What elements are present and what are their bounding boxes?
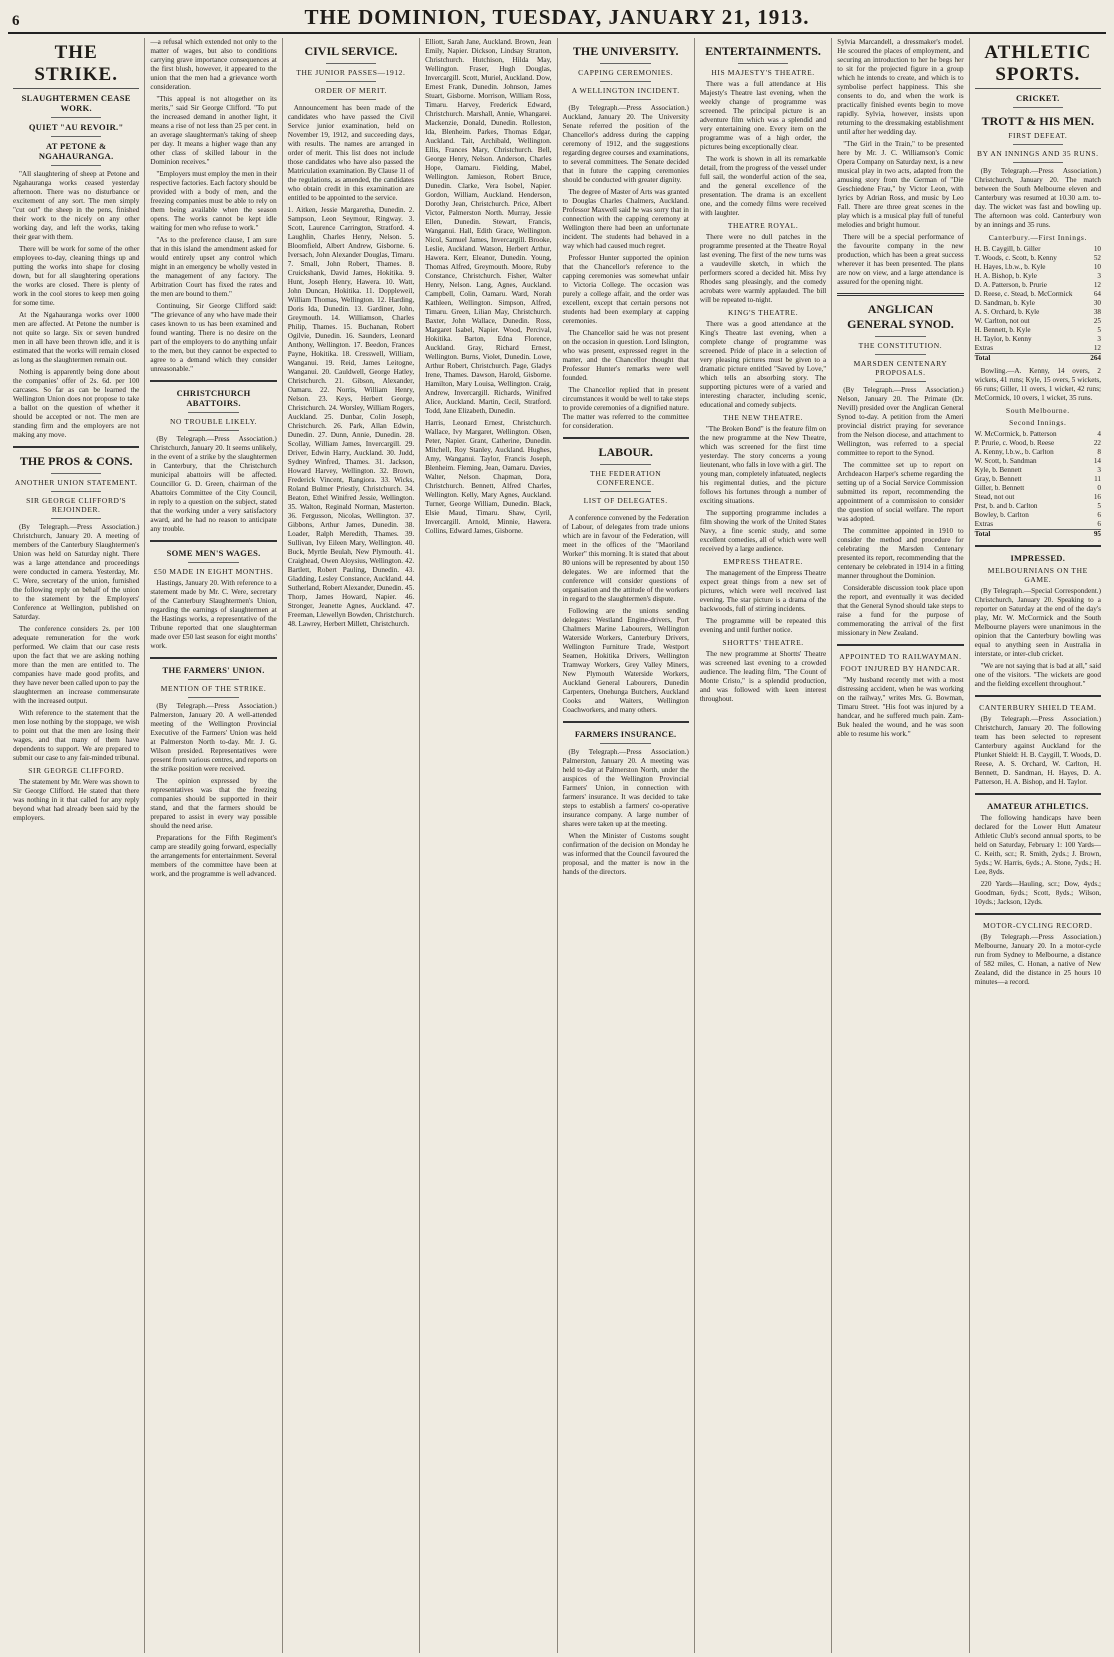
- section-heading: THE PROS & CONS.: [19, 454, 133, 468]
- batsman-name: Extras: [974, 520, 993, 528]
- subhead: APPOINTED TO RAILWAYMAN.: [839, 652, 962, 661]
- batsman-name: D. Sandman, b. Kyle: [974, 299, 1035, 307]
- article-paragraph: The supporting programme includes a film showing the work of the United States Navy, a fine scenic study, and some excellent comedies, all of which were well received by a large audience.: [699, 509, 827, 553]
- article-paragraph: There will be a special performance of the favourite company in the new production, which has been a great success wherever it has been presented. The plans are now on view, and a large attendance is assured for the opening night.: [837, 233, 964, 286]
- article-paragraph: (By Telegraph.—Press Association.) Christchurch, January 20. The following team has been selected to represent Canterbury against Auckland for the Plunket Shield: H. B. Caygill, T. Woods, D. Reese, A. S. Orchard, W. Carlton, H. Bennett, D. Sandman, H. Hayes, D. A. Patterson, H. A. Bishop, and H. Taylor.: [974, 715, 1101, 786]
- runs: 3: [1097, 466, 1101, 474]
- column-5: [558, 38, 695, 1653]
- subhead: A WELLINGTON INCIDENT.: [571, 86, 680, 95]
- score-row: [975, 245, 1101, 254]
- article-paragraph: The degree of Master of Arts was granted to Douglas Charles Chalmers, Auckland. Professor Maxwell said he was sorry that in connection with the capping ceremony at Wellington there had been an unfortunate incident. The students had behaved in a way which had caused much regret.: [562, 188, 689, 250]
- subhead: HIS MAJESTY'S THEATRE.: [711, 68, 815, 77]
- column-2: [145, 38, 282, 1653]
- runs: 30: [1093, 299, 1101, 307]
- score-row: [975, 466, 1101, 475]
- batsman-name: H. A. Bishop, b. Kyle: [974, 272, 1037, 280]
- section-heading: CIVIL SERVICE.: [304, 44, 398, 58]
- runs: 5: [1097, 502, 1101, 510]
- score-row: [975, 308, 1101, 317]
- article-paragraph: The new programme at Shortts' Theatre was screened last evening to a crowded audience. The leading film, "The Count of Monte Cristo," is a splendid production, and was followed with keen interest throughout.: [699, 650, 827, 703]
- runs: 3: [1097, 335, 1101, 343]
- article-paragraph: At the Ngahauranga works over 1000 men are affected. At Petone the number is not quite so large. Six or seven hundred men in all have been thrown idle, and it is estimated that the works will remain closed as long as the slaughtermen remain out.: [13, 311, 140, 364]
- score-row: [975, 511, 1101, 520]
- article-paragraph: The work is shown in all its remarkable detail, from the progress of the vessel under full sail, the wonderful action of the sea, and the general excellence of the presentation. The drama is an excellent one, and the comedy films were received with laughter.: [699, 155, 827, 217]
- article-paragraph: The committee appointed in 1910 to consider the method and procedure for celebrating the Marsden Centenary presented its report, recommending that the centenary be celebrated in 1914 in a fitting manner throughout the Dominion.: [837, 527, 964, 580]
- article-paragraph: The following handicaps have been declared for the Lower Hutt Amateur Athletic Club's second annual sports, to be held on Saturday, February 1: 100 Yards—C. Keith, scr.; R. Smith, 2yds.; J. Brown, 5yds.; W. Harris, 6yds.; A. Stone, 7yds.; H. Lee, 8yds.: [974, 814, 1101, 876]
- subhead: CRICKET.: [1016, 93, 1060, 103]
- batsman-name: P. Prurie, c. Wood, b. Reese: [974, 439, 1055, 447]
- runs: 10: [1093, 245, 1101, 253]
- batsman-name: Bowley, b. Carlton: [974, 511, 1029, 519]
- article-paragraph: The management of the Empress Theatre expect great things from a new set of pictures, which were well received last evening. The star picture is a drama of the backwoods, full of stirring incidents.: [699, 569, 827, 613]
- headline-athletic-sports: ATHLETIC SPORTS.: [975, 42, 1101, 89]
- subhead: CAPPING CEREMONIES.: [578, 68, 674, 77]
- section-heading: SOME MEN'S WAGES.: [166, 548, 261, 558]
- article-paragraph: (By Telegraph.—Press Association.) Christchurch, January 20. It seems unlikely, in the event of a strike by the slaughtermen in Canterbury, that the Christchurch municipal abattoirs will be affected. Councillor G. D. Green, chairman of the Abattoirs Committee of the City Council, in reply to a question on the subject, stated that the working under a very satisfactory award, and he had no reason to anticipate any trouble.: [150, 435, 277, 533]
- article-paragraph: Nothing is apparently being done about the companies' offer of 2s. 6d. per 100 carcases. So far as can be learned the Wellington Union does not propose to take a ballot on the question of whether it should be accepted or not. The men are standing firm and the employers are not making any move.: [13, 368, 140, 439]
- runs: 25: [1093, 317, 1101, 325]
- subhead: THE CONSTITUTION.: [858, 341, 943, 350]
- article-paragraph: (By Telegraph.—Press Association.) Nelson, January 20. The Primate (Dr. Nevill) presided over the Anglican General Synod to-day. A petition from the Ameri provincial district praying for severance from the Nelson diocese, and attachment to Wellington, was referred to a special committee to report to the Synod.: [837, 386, 964, 457]
- section-heading: ANGLICAN GENERAL SYNOD.: [847, 302, 954, 331]
- article-paragraph: (By Telegraph.—Press Association.) Palmerston, January 20. A well-attended meeting of the Wellington Provincial Executive of the Farmers' Union was held at Palmerston North to-day. Mr. J. G. Wilson presided. Representatives were present from various centres, and reports on the strike position were received.: [150, 702, 277, 773]
- scorecard-south-melbourne: [975, 430, 1101, 539]
- table-subtitle: Second Innings.: [1009, 418, 1067, 427]
- article-paragraph: (By Telegraph.—Press Association.) Christchurch, January 20. The match between the South Melbourne eleven and Canterbury was resumed at 10.30 a.m. to-day. The wicket was fast and bowling up. The afternoon was cold. Canterbury won by an innings and 35 runs.: [974, 167, 1101, 229]
- article-paragraph: When the Minister of Customs sought confirmation of the decision on Monday he was informed that the Council favoured the proposal, and the matter is now in the hands of the directors.: [562, 832, 689, 876]
- subhead: THE JUNIOR PASSES—1912.: [296, 68, 406, 77]
- section-heading: AMATEUR ATHLETICS.: [987, 801, 1089, 811]
- article-paragraph: The Chancellor said he was not present on the occasion in question. Lord Islington, who was present, expressed regret in the matter, and the Chancellor thought that Professor Hunter's remarks were well founded.: [562, 329, 689, 382]
- article-paragraph: "Employers must employ the men in their respective factories. Each factory should be provided with a body of men, and the freezing companies must be able to rely on them being available when the season opens. The works cannot be kept idle waiting for men who refuse to work.": [150, 170, 277, 232]
- total-row: [975, 354, 1101, 364]
- article-paragraph: "The Broken Bond" is the feature film on the new programme at the New Theatre, which was screened for the first time yesterday. The story concerns a young lieutenant, who falls in love with a girl. The young man, completely infatuated, neglects his regimental duties, and the picture follows his fortunes through a number of exciting situations.: [699, 425, 827, 505]
- article-paragraph: The conference considers 2s. per 100 adequate remuneration for the work performed. We claim that our case rests upon the fact that we are asking nothing more than the men are entitled to. The companies have made good profits, and they have never been called upon to pay the slaughtermen an increase commensurate with the increased output.: [13, 625, 140, 705]
- section-heading: TROTT & HIS MEN.: [981, 114, 1095, 128]
- subhead: SIR GEORGE CLIFFORD.: [28, 766, 125, 775]
- article-paragraph: Sylvia Marcandell, a dressmaker's model. He scoured the places of employment, and securing an introduction to her he begs her to sit for the projected figure in a group which he intends to create, and which is to symbolise perfect happiness. This she consents to do, and when the work is practically finished events begin to move rapidly. Sylvia, however, insists upon returning to the dressmaking establishment until after her wedding day.: [837, 38, 964, 136]
- batsman-name: D. A. Patterson, b. Prurie: [974, 281, 1047, 289]
- newspaper-title: THE DOMINION, TUESDAY, JANUARY 21, 1913.: [304, 5, 810, 29]
- score-row: [975, 439, 1101, 448]
- subhead: BY AN INNINGS AND 35 RUNS.: [977, 149, 1099, 158]
- runs: 14: [1093, 457, 1101, 465]
- columns: [8, 38, 1106, 1653]
- scorecard-canterbury: [975, 245, 1101, 363]
- article-paragraph: (By Telegraph.—Press Association.) Christchurch, January 20. A meeting of members of the Canterbury Slaughtermen's Union was held on Saturday night. There was a large attendance and proceedings were conducted in camera. Yesterday, Mr. C. Were, secretary of the union, furnished the following reply on behalf of the union to the statement by the Employers' Conference at Wellington, published on Saturday.: [13, 523, 140, 621]
- batsman-name: Giller, b. Bennett: [974, 484, 1025, 492]
- article-paragraph: There were no dull patches in the programme presented at the Theatre Royal last evening. The first of the new turns was a vaudeville sketch, in which the performers scored a decided hit. Miss Ivy Rhodes sang pleasingly, and the comedy acrobats were warmly applauded. The bill will be repeated to-night.: [699, 233, 827, 304]
- article-paragraph: "We are not saying that is bad at all," said one of the visitors. "The wickets are good and the fielding excellent throughout.": [974, 662, 1101, 688]
- table-title: Canterbury.—First Innings.: [988, 233, 1087, 242]
- runs: 5: [1097, 326, 1101, 334]
- runs: 16: [1093, 493, 1101, 501]
- score-row: [975, 520, 1101, 530]
- score-row: [975, 254, 1101, 263]
- score-row: [975, 299, 1101, 308]
- runs: 38: [1093, 308, 1101, 316]
- subhead: THE FEDERATION CONFERENCE.: [590, 469, 662, 487]
- article-paragraph: There was a good attendance at the King's Theatre last evening, when a complete change of programme was screened. Pride of place in a selection of very pleasing pictures must be given to a dramatic picture entitled "Saved by Love," which tells an absorbing story. The supporting pictures were of a varied and interesting character, including scenic, educational and comedy subjects.: [699, 320, 827, 409]
- bowling-note: Bowling.—A. Kenny, 14 overs, 2 wickets, 41 runs; Kyle, 15 overs, 5 wickets, 66 runs; Giller, 11 overs, 1 wicket, 42 runs; McCormick, 10 overs, 1 wicket, 35 runs.: [974, 367, 1101, 402]
- batsman-name: A. Kenny, l.b.w., b. Carlton: [974, 448, 1054, 456]
- column-3: [283, 38, 420, 1653]
- article-paragraph: Announcement has been made of the candidates who have passed the Civil Service junior examination, held on November 19, 1912, and succeeding days, with results. The names are arranged in order of merit. This list does not include those candidates who have also passed the Matriculation examination. By Clause 11 of the regulations, as amended, the candidates who obtain credit in this examination are entitled to be appointed to the service.: [287, 104, 415, 202]
- batsman-name: T. Woods, c. Scott, b. Kenny: [974, 254, 1057, 262]
- subhead: ANOTHER UNION STATEMENT.: [14, 478, 138, 487]
- total-runs: 264: [1077, 354, 1101, 364]
- section-heading: CHRISTCHURCH ABATTOIRS.: [176, 388, 251, 408]
- score-row: [975, 272, 1101, 281]
- article-paragraph: "My husband recently met with a most distressing accident, when he was working on the railway," writes Mrs. G. Bowman, Timaru Street. "His foot was injured by a handcar, and he suffered much pain. Zam-Buk healed the wound, and he was soon able to resume his work.": [837, 676, 964, 738]
- section-heading: THE FARMERS' UNION.: [162, 665, 265, 675]
- batsman-name: Stead, not out: [974, 493, 1015, 501]
- page-number: 6: [12, 13, 20, 29]
- runs: 22: [1093, 439, 1101, 447]
- score-row: [975, 502, 1101, 511]
- article-paragraph: The Chancellor replied that in present circumstances it would be well to take steps to provide ceremonies of a dignified nature. The matter was referred to the committee for consideration.: [562, 386, 689, 430]
- batsman-name: W. Carlton, not out: [974, 317, 1030, 325]
- total-label: Total: [975, 530, 1077, 540]
- article-paragraph: Continuing, Sir George Clifford said: "The grievance of any who have made their cases known to us has been examined and found wanting. There is no desire on the part of the employers to do anything unfair to the men, but they cannot be expected to agree to a demand which they consider unreasonable.": [150, 302, 277, 373]
- table-title: South Melbourne.: [1005, 406, 1070, 415]
- article-paragraph: "This appeal is not altogether on its merits," said Sir George Clifford. "To put the increased demand in another light, it means a rise of not less than 25 per cent. in an average slaughterman's taking of sheep per day. It means a higher wage than any other class of skilled labour in the Dominion receives.": [150, 95, 277, 166]
- runs: 6: [1097, 520, 1101, 528]
- section-heading: MOTOR-CYCLING RECORD.: [983, 921, 1093, 930]
- score-row: [975, 335, 1101, 344]
- article-paragraph: Following are the unions sending delegates: Westland Engine-drivers, Port Chalmers Marine Labourers, Wellington Waterside Workers, Canterbury Drivers, Wellington Furniture Trade, Westport Seamen, Hokitika Drivers, Wellington Tramway Workers, Grey Valley Miners, New Plymouth Waterside Workers, Auckland General Labourers, Dunedin Carpenters, Onehunga Butchers, Auckland Cooks and Waiters, Wellington Coachworkers, and many others.: [562, 607, 689, 714]
- score-row: [975, 448, 1101, 457]
- article-paragraph: The opinion expressed by the representatives was that the freezing companies should be supported in their stand, and that the farmers should be prepared to assist in every way possible should the need arise.: [150, 777, 277, 830]
- article-paragraph: Considerable discussion took place upon the report, and eventually it was decided that the General Synod should take steps to raise a fund for the purpose of commemorating the arrival of the first missionary in New Zealand.: [837, 584, 964, 637]
- masthead: [8, 4, 1106, 34]
- article-paragraph: Preparations for the Fifth Regiment's camp are steadily going forward, especially the arrangements for entertainment. Several members of the committee have been at work, and the programme is well advanced.: [150, 834, 277, 878]
- runs: 12: [1093, 281, 1101, 289]
- batsman-name: D. Reese, c. Stead, b. McCormick: [974, 290, 1073, 298]
- article-paragraph: (By Telegraph.—Press Association.) Melbourne, January 20. In a motor-cycle run from Sydney to Melbourne, a distance of 582 miles, C. Honan, a native of New Zealand, did the distance in 25 hours 10 minutes—a record.: [974, 933, 1101, 986]
- total-row: [975, 530, 1101, 540]
- batsman-name: W. Scott, b. Sandman: [974, 457, 1037, 465]
- headline-strike: THE STRIKE.: [13, 42, 139, 89]
- subhead: AT PETONE & NGAHAURANGA.: [38, 141, 114, 161]
- subhead: KING'S THEATRE.: [727, 308, 799, 317]
- subhead: FOOT INJURED BY HANDCAR.: [840, 664, 961, 673]
- total-label: Total: [975, 354, 1077, 364]
- article-paragraph: (By Telegraph.—Press Association.) Palmerston, January 20. A meeting was held to-day at Palmerston North, under the auspices of the Wellington Provincial Farmers' Union, in connection with farmers' insurance. It was decided to take steps to establish a farmers' co-operative insurance company. A large number of shares were taken up at the meeting.: [562, 748, 689, 828]
- name-list: 1. Aitken, Jessie Margaretha, Dunedin. 2. Sampson, Leon Seymour, Ringway. 3. Scott, Laurence Carrington, Stratford. 4. Laughlin, Charles Henry, Nelson. 5. Bloomfield, Albert Andrew, Gisborne. 6. Iversach, John Alexander Douglas, Timaru. 7. Small, John Robert, Thames. 8. Cruickshank, David James, Hokitika. 9. Hunt, Joseph Henry, Hawera. 10. Watt, John Duncan, Hokitika. 11. Doppleweil, William Thomas, Wellington. 12. Harding, Doris Ida, Dunedin. 13. Gardiner, John, Greymouth. 14. Williamson, Charles Philip, Thames. 15. Buchanan, Robert Ogilvie, Dunedin. 16. Saunders, Leonard Anthony, Wellington. 17. Beedon, Frances Payne, Hokitika. 18. Cresswell, William, Wanganui. 19. Reid, James Leitogne, Wanganui. 20. Cauldwell, George Hatley, Christchurch. 21. Gibson, Alexander, Oamaru. 22. Norris, William Henry, Nelson. 23. Keys, Herbert George, Christchurch. 24. Worsley, William Rogers, Auckland. 25. Dunbar, Colin Joseph, Christchurch. 26. Park, Allan Edwin, Dunedin. 27. Dunn, Annie, Dunedin. 28. Scollay, William James, Invercargill. 29. Driver, Edwin Harry, Auckland. 30. Judd, Sydney Winfred, Thames. 31. Jackson, Howard Harvey, Wellington. 32. Brown, Frederick Vincent, Rangiora. 33. Wicks, Roland Bulmer Priestly, Christchurch. 34. Beaton, Ethel Winifred Jessie, Wellington. 35. Walton, Reginald Norman, Masterton. 36. Fergusson, Nicolas, Wellington. 37. Gibbons, Arthur James, Dunedin. 38. Loader, Ralph Meredith, Thames. 39. Sullivan, Ivy Eileen Mary, Wellington. 40. Buck, Myrtle Beulah, New Plymouth. 41. Craighead, Owen Aloysius, Wellington. 42. Bartlett, Robert Pauling, Dunedin. 43. Gladding, Lesley Constance, Auckland. 44. Sutherland, Robert Alexander, Dunedin. 45. Thorp, James Howard, Napier. 46. Stronger, Jeanette Agnes, Auckland. 47. Freeman, Llewellyn Bowden, Christchurch. 48. Lawrey, Herbert Millett, Christchurch.: [287, 206, 415, 628]
- batsman-name: Gray, b. Bennett: [974, 475, 1022, 483]
- article-paragraph: (By Telegraph.—Special Correspondent.) Christchurch, January 20. Speaking to a reporter on Saturday at the end of the day's play, Mr. W. McCormick and the South Melbourne players were unanimous in the opinion that the Canterbury bowling was equal to anything seen in Australia in interstate, or inter-club cricket.: [974, 587, 1101, 658]
- article-paragraph: 220 Yards—Hauling, scr.; Dow, 4yds.; Goodman, 6yds.; Scott, 8yds.; Wilson, 10yds.; Jackson, 12yds.: [974, 880, 1101, 906]
- name-list: Harris, Leonard Ernest, Christchurch. Wallace, Ivy Margaret, Wellington. Olsen, Peter, Napier. Grant, Catherine, Dunedin. Mitchell, Roy Stanley, Auckland. Hughes, Amy, Wanganui. Taylor, Francis Joseph, Blenheim. Fleming, Jean, Oamaru. Davies, Walter, Nelson. Chapman, Dora, Christchurch. Bennett, Alfred Charles, Wellington. Kelly, Mary Agnes, Auckland. Turner, George William, Dunedin. Black, Elsie Maud, Timaru. Shaw, Cyril, Invercargill. Arnold, Minnie, Hawera. Collins, Edward James, Gisborne.: [425, 419, 552, 535]
- batsman-name: H. Taylor, b. Kenny: [974, 335, 1032, 343]
- batsman-name: H. B. Caygill, b. Giller: [974, 245, 1041, 253]
- subhead: FIRST DEFEAT.: [1008, 131, 1068, 140]
- runs: 11: [1094, 475, 1101, 483]
- subhead: SLAUGHTERMEN CEASE WORK.: [21, 93, 131, 113]
- article-paragraph: The programme will be repeated this evening and until further notice.: [699, 617, 827, 634]
- score-row: [975, 484, 1101, 493]
- score-row: [975, 281, 1101, 290]
- article-paragraph: Professor Hunter supported the opinion that the Chancellor's reference to the capping ceremonies was somewhat unfair to Victoria College. The occasion was purely a college affair, and the order was excellent, except that certain persons not students had been exemplary at capping ceremonies.: [562, 254, 689, 325]
- section-heading: THE UNIVERSITY.: [572, 44, 679, 58]
- article-paragraph: Hastings, January 20. With reference to a statement made by Mr. C. Were, secretary of the Canterbury Slaughtermen's Union, regarding the earnings of slaughtermen at the Hastings works, a representative of the Tribune reported that one slaughterman made over £50 last season for eight months' work.: [150, 579, 277, 650]
- score-row: [975, 493, 1101, 502]
- article-paragraph: —a refusal which extended not only to the matter of wages, but also to conditions carrying grave importance consequences at the first blush, however, it appeared to the union that the men had a grievance worth consideration.: [150, 38, 277, 91]
- runs: 6: [1097, 511, 1101, 519]
- article-paragraph: The statement by Mr. Were was shown to Sir George Clifford. He stated that there was nothing in it that called for any reply beyond what had already been said by the employers.: [13, 778, 140, 822]
- article-paragraph: "As to the preference clause, I am sure that in this island the amendment asked for would entirely upset any control which might in an emergency be wholly vested in the management of any factory. The Arbitration Court has fixed the rates and the men are bound to them.": [150, 236, 277, 298]
- score-row: [975, 457, 1101, 466]
- name-list: Elliott, Sarah Jane, Auckland. Brown, Jean Emily, Napier. Dickson, Lindsay Stratton, Christchurch. Hutchison, Hilda May, Wellington. Fraser, Hugh Douglas, Invercargill. Scott, Muriel, Auckland. Dow, Ernest Frank, Dunedin. Johnson, James Stuart, Gisborne. Morrison, William Ross, Timaru. Harvey, Frederick Edward, Christchurch. Marshall, Annie, Whangarei. Mackenzie, Donald, Dunedin. Rolleston, Ida, Blenheim. Parkes, Thomas Edgar, Auckland. Tait, Archibald, Wellington. Ellis, Frances Mary, Christchurch. Bell, George Henry, Nelson. Anderson, Charles Hope, Oamaru. Fielding, Mabel, Wellington. Jamieson, Robert Bruce, Dunedin. Clarke, Vera Isobel, Napier. Gordon, William, Auckland. Henderson, Dorothy Jean, Christchurch. Price, Albert Victor, Palmerston North. Murray, Jessie Ellen, Dunedin. Stewart, Francis, Wanganui. Hall, Edith Grace, Wellington. Nicol, Samuel James, Invercargill. Brooke, Leslie, Auckland. Watson, Herbert Arthur, Hawera. Kerr, Eleanor, Dunedin. Young, Thomas Alfred, Greymouth. Moore, Ruby Constance, Christchurch. Fisher, Walter Henry, Nelson. Lang, Agnes, Auckland. Campbell, Colin, Oamaru. Ward, Norah Kathleen, Wellington. Simpson, Alfred, Timaru. Green, Lilian May, Christchurch. Baxter, John Wallace, Dunedin. Ross, Margaret Isabel, Napier. Wood, Percival, Hokitika. Barton, Edna Florence, Auckland. Gray, Richard Ernest, Wellington. Burns, Violet, Dunedin. Lowe, Arthur Robert, Christchurch. Page, Gladys Irene, Thames. Dawson, Harold, Gisborne. Hamilton, Mary Louisa, Wellington. Craig, Andrew, Invercargill. Richards, Winifred Alice, Auckland. Martin, Cecil, Stratford. Todd, Jane Elizabeth, Dunedin.: [425, 38, 552, 415]
- runs: 0: [1097, 484, 1101, 492]
- batsman-name: H. Hayes, l.b.w., b. Kyle: [974, 263, 1046, 271]
- total-runs: 95: [1077, 530, 1101, 540]
- batsman-name: Kyle, b. Bennett: [974, 466, 1022, 474]
- subhead: EMPRESS THEATRE.: [723, 557, 803, 566]
- subhead: NO TROUBLE LIKELY.: [170, 417, 258, 426]
- section-heading: LABOUR.: [598, 445, 653, 459]
- column-4: [420, 38, 557, 1653]
- runs: 12: [1093, 344, 1101, 352]
- score-row: [975, 263, 1101, 272]
- runs: 52: [1093, 254, 1101, 262]
- runs: 64: [1093, 290, 1101, 298]
- article-paragraph: "The Girl in the Train," to be presented here by Mr. J. C. Williamson's Comic Opera Company on Saturday next, is a new musical play in two acts, adapted from the amusing story from the German of "Die Geschiedene Frau," by Victor Leon, with lyrics by Adrian Ross, and music by Leo Fall. There are three great scenes in the play which is a musical play full of tuneful melodies and bright humour.: [837, 140, 964, 229]
- column-1: [8, 38, 145, 1653]
- article-paragraph: With reference to the statement that the men lose nothing by the stoppage, we wish to point out that the men are losing their wages, and that many of them have dependents to support. We are prepared to submit our case to any fair-minded tribunal.: [13, 709, 140, 762]
- score-row: [975, 317, 1101, 326]
- batsman-name: Prst, b. and b. Carlton: [974, 502, 1038, 510]
- batsman-name: H. Bennett, b. Kyle: [974, 326, 1031, 334]
- score-row: [975, 290, 1101, 299]
- runs: 3: [1097, 272, 1101, 280]
- subhead: ORDER OF MERIT.: [314, 86, 388, 95]
- runs: 8: [1097, 448, 1101, 456]
- batsman-name: A. S. Orchard, b. Kyle: [974, 308, 1040, 316]
- article-paragraph: There will be work for some of the other employees to-day, cleaning things up and putting the works into shape for closing down, but for all slaughtering operations the works are closed. There is plenty of work in the cool stores to keep men going for some time.: [13, 245, 140, 307]
- subhead: MENTION OF THE STRIKE.: [160, 684, 267, 693]
- column-6: [695, 38, 832, 1653]
- article-paragraph: A conference convened by the Federation of Labour, of delegates from trade unions which are in favour of the Federation, will meet in the offices of the "Maoriland Worker" this morning. It is stated that about 80 unions will be represented by about 150 delegates. We are informed that the conference will consider questions of organisation and the attitude of the workers in regard to the slaughtermen's dispute.: [562, 514, 689, 603]
- article-paragraph: The committee set up to report on Archdeacon Harper's scheme regarding the setting up of a Social Service Commission submitted its report, recommending the appointment of a commission to consider the question of social welfare. The report was adopted.: [837, 461, 964, 523]
- runs: 10: [1093, 263, 1101, 271]
- article-paragraph: There was a full attendance at His Majesty's Theatre last evening, when the weekly change of programme was screened. The principal picture is an adventure film which was a splendid and very entertaining one. Every item on the programme was of a high order, the pictures being exceptionally clear.: [699, 80, 827, 151]
- subhead: MARSDEN CENTENARY PROPOSALS.: [853, 359, 948, 377]
- subhead: MELBOURNIANS ON THE GAME.: [987, 566, 1088, 584]
- subhead: LIST OF DELEGATES.: [583, 496, 668, 505]
- subhead: QUIET "AU REVOIR.": [28, 122, 124, 132]
- subhead: THE NEW THEATRE.: [723, 413, 804, 422]
- section-heading: ENTERTAINMENTS.: [705, 44, 821, 58]
- section-heading: CANTERBURY SHIELD TEAM.: [979, 703, 1097, 712]
- article-paragraph: "All slaughtering of sheep at Petone and Ngahauranga works ceased yesterday afternoon. There was no disturbance or excitement of any sort. The men simply "cut out" the sheep in the pens, finished their work to the nicely on any other working day, and left the works, taking their gear with them.: [13, 170, 140, 241]
- score-row: [975, 475, 1101, 484]
- column-8: [970, 38, 1106, 1653]
- score-row: [975, 430, 1101, 439]
- column-7: [832, 38, 969, 1653]
- section-heading: IMPRESSED.: [1010, 553, 1066, 563]
- subhead: £50 MADE IN EIGHT MONTHS.: [153, 567, 274, 576]
- score-row: [975, 326, 1101, 335]
- batsman-name: W. McCormick, b. Patterson: [974, 430, 1057, 438]
- article-paragraph: (By Telegraph.—Press Association.) Auckland, January 20. The University Senate referred the position of the Chancellor's address during the capping ceremony of 1912, and the suggestions regarding degree courses and examinations, to several committees. The Senate decided that in future the capping ceremonies should be conducted with greater dignity.: [562, 104, 689, 184]
- subhead: THEATRE ROYAL.: [727, 221, 799, 230]
- subhead: SHORTTS' THEATRE.: [722, 638, 804, 647]
- section-heading: FARMERS INSURANCE.: [574, 729, 677, 739]
- subhead: SIR GEORGE CLIFFORD'S REJOINDER.: [26, 496, 127, 514]
- score-row: [975, 344, 1101, 354]
- batsman-name: Extras: [974, 344, 993, 352]
- runs: 4: [1097, 430, 1101, 438]
